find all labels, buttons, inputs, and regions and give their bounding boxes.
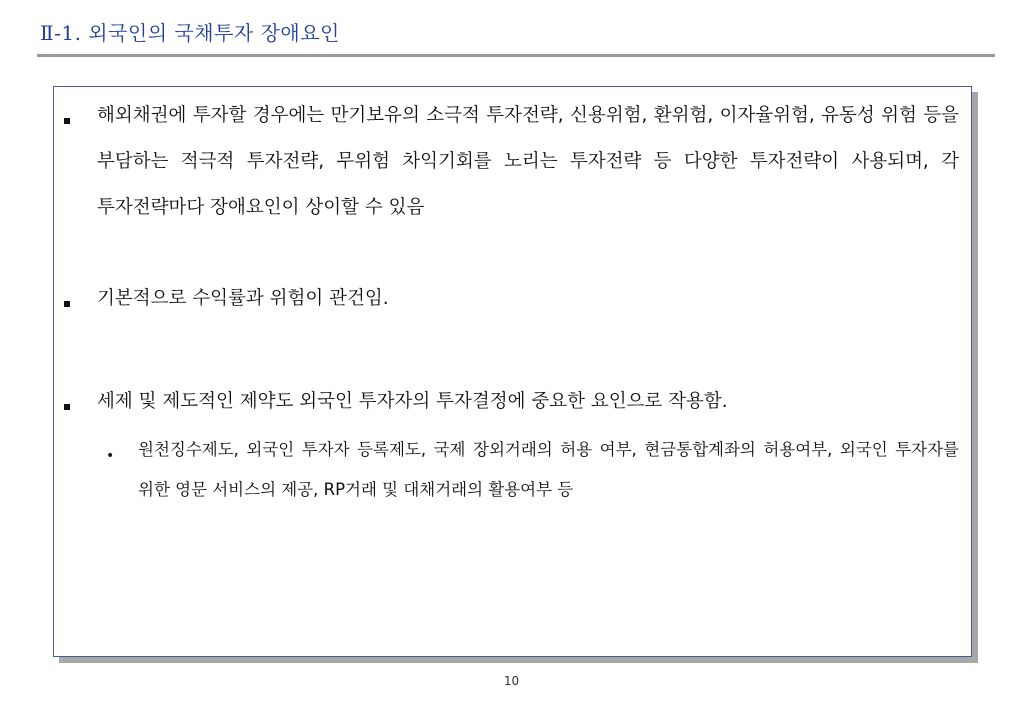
square-bullet-icon — [64, 404, 70, 410]
bullet-text: 기본적으로 수익률과 위험이 관건임. — [97, 288, 389, 309]
bullet-text: 세제 및 제도적인 제약도 외국인 투자자의 투자결정에 중요한 요인으로 작용함. — [97, 391, 728, 412]
slide-title: Ⅱ-1. 외국인의 국채투자 장애요인 — [40, 21, 340, 45]
page-number: 10 — [503, 674, 520, 688]
square-bullet-icon — [64, 118, 70, 124]
dot-bullet-icon: • — [106, 448, 115, 464]
square-bullet-icon — [64, 301, 70, 307]
content-box — [53, 86, 972, 657]
title-divider — [37, 54, 995, 57]
sub-bullet-text: 원천징수제도, 외국인 투자자 등록제도, 국제 장외거래의 허용 여부, 현금통합계좌의 허용여부, 외국인 투자자를 위한 영문 서비스의 제공, RP거래 및 대채거래의 활용여부 등 — [138, 440, 959, 499]
bullet-text: 해외채권에 투자할 경우에는 만기보유의 소극적 투자전략, 신용위험, 환위험, 이자율위험, 유동성 위험 등을 부담하는 적극적 투자전략, 무위험 차익기회를 노리는 투자전략 등 다양한 투자전략이 사용되며, 각 투자전략마다 장애요인이 상이할 수 있음 — [97, 105, 959, 218]
